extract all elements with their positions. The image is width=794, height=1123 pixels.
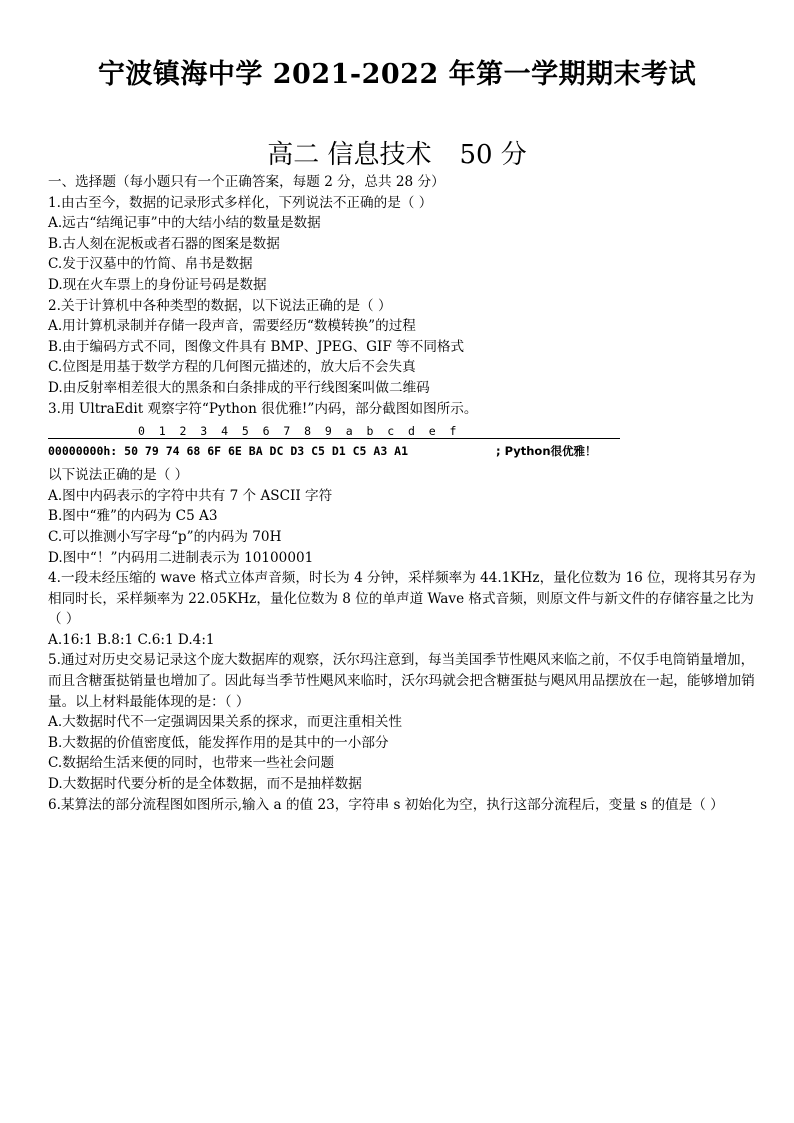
question-4-stem: 4.一段未经压缩的 wave 格式立体声音频，时长为 4 分钟，采样频率为 44.1KHz，量化位数为 16 位，现将其另存为相同时长，采样频率为 22.05KHz，量化位数为 8 位的单声道 Wave 格式音频，则原文件与新文件的存储容量之比为（ ） — [48, 570, 756, 628]
hex-decoded-text: ; Python很优雅！ — [496, 444, 597, 459]
question-4-options: A.16:1 B.8:1 C.6:1 D.4:1 — [48, 631, 215, 648]
question-5-option-a: A.大数据时代不一定强调因果关系的探求，而更注重相关性 — [48, 714, 402, 731]
question-3-option-c: C.可以推测小写字母“p”的内码为 70H — [48, 528, 282, 545]
question-1-option-a: A.远古“结绳记事”中的大结小结的数量是数据 — [48, 215, 321, 232]
question-2-option-d: D.由反射率相差很大的黑条和白条排成的平行线图案叫做二维码 — [48, 379, 430, 396]
question-5-stem: 5.通过对历史交易记录这个庞大数据库的观察，沃尔玛注意到，每当美国季节性飓风来临之前，不仅手电筒销量增加，而且含糖蛋挞销量也增加了。因此每当季节性飓风来临时，沃尔玛就会把含糖蛋挞与飓风用品摆放在一起，能够增加销量。以上材料最能体现的是：（ ） — [48, 652, 755, 710]
hex-column-header: 0 1 2 3 4 5 6 7 8 9 a b c d e f — [138, 424, 457, 439]
question-1-option-c: C.发于汉墓中的竹简、帛书是数据 — [48, 256, 253, 273]
exam-title: 宁波镇海中学 2021-2022 年第一学期期末考试 — [97, 59, 697, 90]
subject-label: 高二 信息技术 — [267, 140, 432, 170]
question-2-stem: 2.关于计算机中各种类型的数据，以下说法正确的是（ ） — [48, 297, 392, 314]
question-2-option-a: A.用计算机录制并存储一段声音，需要经历“数模转换”的过程 — [48, 318, 416, 335]
question-5-option-b: B.大数据的价值密度低，能发挥作用的是其中的一小部分 — [48, 734, 389, 751]
total-score: 50 分 — [459, 140, 527, 170]
exam-subtitle — [0, 134, 794, 171]
hex-dump-figure — [48, 421, 758, 461]
exam-content — [48, 172, 758, 815]
hex-bytes-row: 00000000h: 50 79 74 68 6F 6E BA DC D3 C5 D1 C5 A3 A1 — [48, 444, 409, 459]
question-3-prompt: 以下说法正确的是（ ） — [48, 467, 189, 484]
hex-divider — [48, 438, 620, 439]
question-1-option-b: B.古人刻在泥板或者石器的图案是数据 — [48, 235, 280, 252]
question-3-option-a: A.图中内码表示的字符中共有 7 个 ASCII 字符 — [48, 487, 333, 504]
question-1-option-d: D.现在火车票上的身份证号码是数据 — [48, 276, 267, 293]
question-2-option-b: B.由于编码方式不同，图像文件具有 BMP、JPEG、GIF 等不同格式 — [48, 338, 465, 355]
question-3-option-d: D.图中“！”内码用二进制表示为 10100001 — [48, 549, 314, 566]
question-2-option-c: C.位图是用基于数学方程的几何图元描述的，放大后不会失真 — [48, 359, 416, 376]
question-3-option-b: B.图中“雅”的内码为 C5 A3 — [48, 508, 218, 525]
question-5-option-d: D.大数据时代要分析的是全体数据，而不是抽样数据 — [48, 776, 362, 793]
question-3-stem: 3.用 UltraEdit 观察字符“Python 很优雅!”内码，部分截图如图所示。 — [48, 400, 478, 417]
question-6-stem: 6.某算法的部分流程图如图所示,输入 a 的值 23，字符串 s 初始化为空，执行这部分流程后，变量 s 的值是（ ） — [48, 796, 724, 813]
section-heading: 一、选择题（每小题只有一个正确答案，每题 2 分，总共 28 分） — [48, 174, 445, 190]
question-1-stem: 1.由古至今，数据的记录形式多样化，下列说法不正确的是（ ） — [48, 194, 433, 211]
question-5-option-c: C.数据给生活来便的同时，也带来一些社会问题 — [48, 755, 335, 772]
